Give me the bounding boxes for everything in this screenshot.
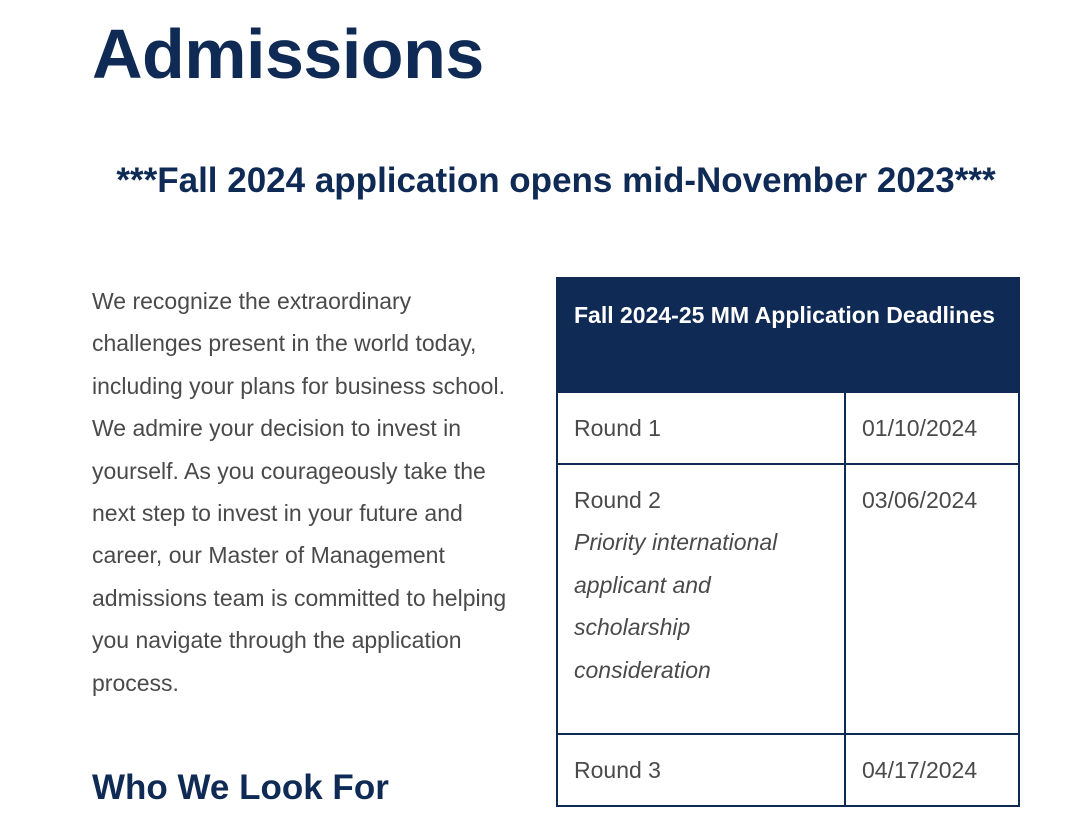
table-row [558,463,1018,733]
table-row [558,733,1018,805]
round-label: Round 3 [574,757,661,783]
round-deadline: 03/06/2024 [862,487,978,513]
section-heading-who-we-look-for: Who We Look For [92,768,389,807]
round-deadline: 04/17/2024 [862,757,978,783]
intro-paragraph: We recognize the extraordinary challenges present in the world today, including your plans for business school. We admire your decision to invest in yourself. As you courageously take the next step to invest in your future and career, our Master of Management admissions team is committed to helping you navigate through the application process. [92,288,507,696]
application-announcement: ***Fall 2024 application opens mid-November 2023*** [116,161,996,200]
round-deadline: 01/10/2024 [862,415,978,441]
page-title: Admissions [92,15,484,93]
round-name [558,465,846,733]
round-note: Priority international applicant and scholarship consideration [574,529,778,683]
round-name [558,393,846,463]
deadlines-table-header: Fall 2024-25 MM Application Deadlines [558,279,1018,391]
round-label: Round 1 [574,415,661,441]
deadlines-table [556,277,1020,807]
round-label: Round 2 [574,487,661,513]
round-name [558,735,846,805]
table-row [558,391,1018,463]
